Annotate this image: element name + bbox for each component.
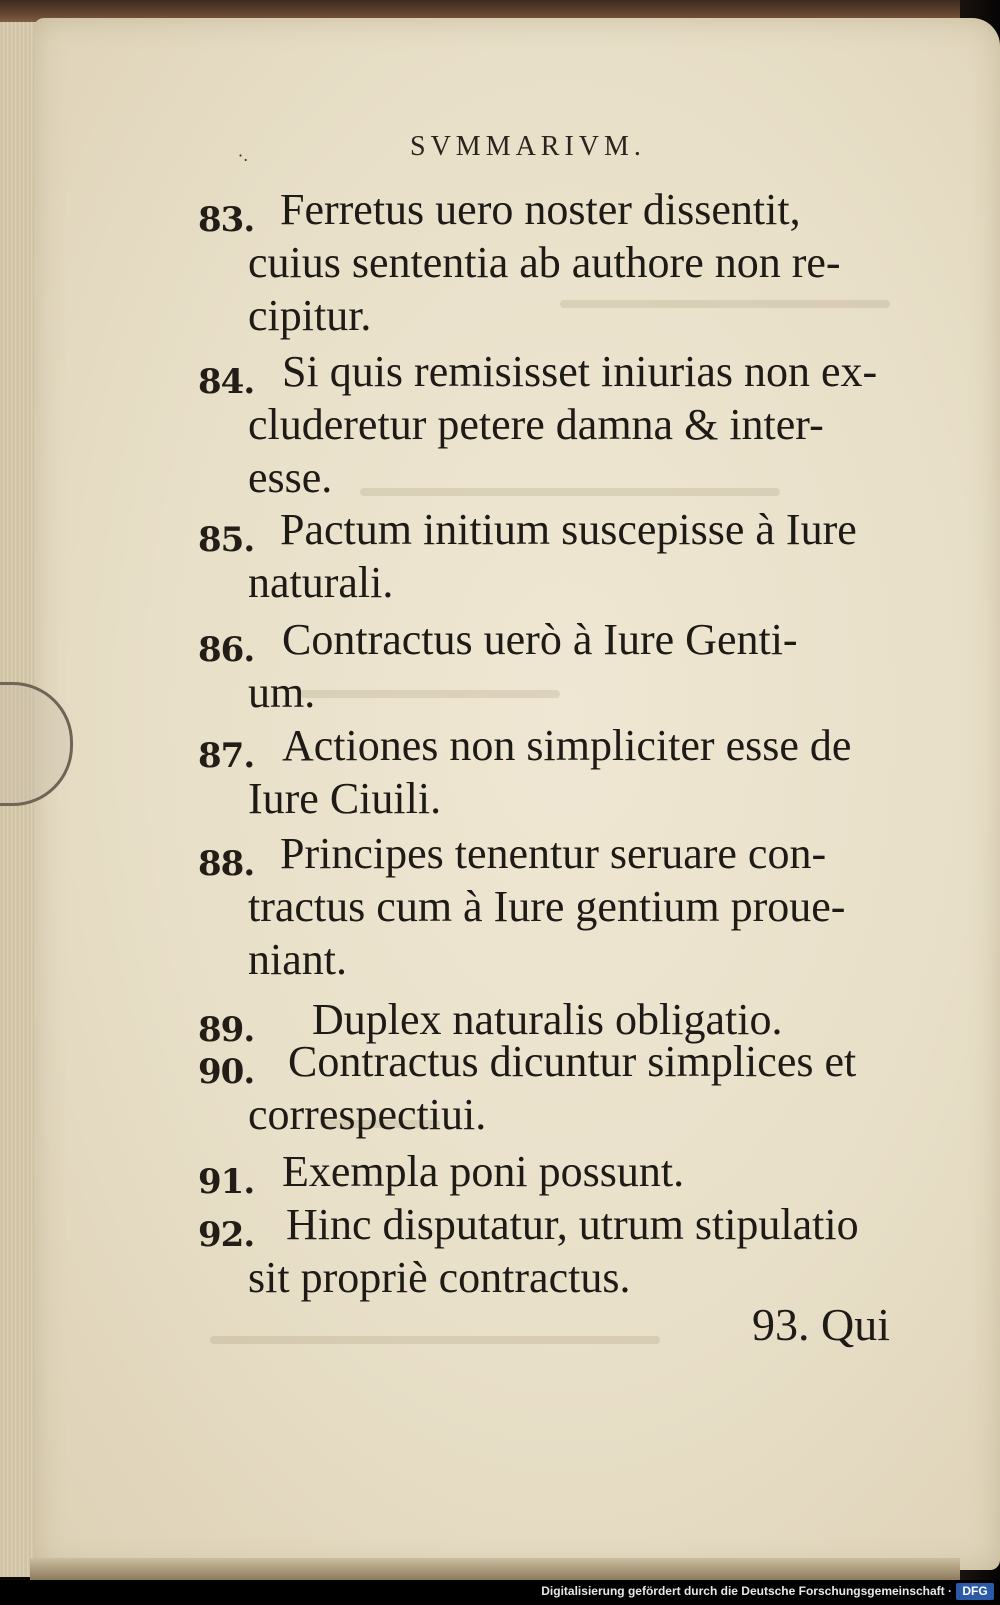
entry-number: 89. [198, 1010, 255, 1050]
digitization-credit: Digitalisierung gefördert durch die Deutsche Forschungsgemeinschaft · [541, 1584, 952, 1598]
entry-text-line: niant. [248, 935, 347, 984]
entry-text-line: Duplex naturalis obligatio. [312, 995, 783, 1044]
entry-text-line: sit propriè contractus. [248, 1253, 631, 1302]
dfg-logo: DFG [956, 1583, 994, 1600]
show-through [210, 1336, 660, 1344]
entry-text-line: Ferretus uero noster dissentit, [280, 185, 801, 234]
entry-text-line: tractus cum à Iure gentium proue- [248, 882, 846, 931]
page-bottom-edge [30, 1558, 960, 1580]
entry-number: 90. [198, 1052, 255, 1092]
head-ornament: ·. [238, 146, 249, 165]
entry-text-line: Iure Ciuili. [248, 774, 442, 823]
running-head: SVMMARIVM. [410, 131, 646, 162]
entry-number: 85. [198, 520, 255, 560]
entry-number: 83. [198, 200, 255, 240]
entry-text-line: cuius sententia ab authore non re- [248, 238, 841, 287]
entry-text-line: Contractus uerò à Iure Genti- [282, 615, 798, 664]
entry-text-line: Principes tenentur seruare con- [280, 829, 827, 878]
entry-text-line: cipitur. [248, 291, 372, 340]
show-through [300, 690, 560, 698]
entry-text-line: Exempla poni possunt. [282, 1147, 685, 1196]
entry-number: 87. [198, 736, 255, 776]
entry-text-line: correspectiui. [248, 1090, 487, 1139]
entry-text-line: esse. [248, 453, 333, 502]
catchword: 93. Qui [752, 1299, 890, 1350]
entry-number: 86. [198, 630, 255, 670]
entry-number: 91. [198, 1162, 255, 1202]
entry-text-line: Si quis remisisset iniurias non ex- [282, 347, 878, 396]
entry-number: 84. [198, 362, 255, 402]
entry-text-line: cluderetur petere damna & inter- [248, 400, 824, 449]
entry-text-line: Contractus dicuntur simplices et [288, 1037, 857, 1086]
show-through [560, 300, 890, 308]
entry-number: 88. [198, 844, 255, 884]
entry-text-line: Pactum initium suscepisse à Iure [280, 505, 857, 554]
entry-text-line: Actiones non simpliciter esse de [282, 721, 852, 770]
entry-text-line: Hinc disputatur, utrum stipulatio [286, 1200, 859, 1249]
show-through [360, 488, 780, 496]
entry-text-line: um. [248, 668, 316, 717]
entry-text-line: naturali. [248, 558, 394, 607]
entry-number: 92. [198, 1215, 255, 1255]
